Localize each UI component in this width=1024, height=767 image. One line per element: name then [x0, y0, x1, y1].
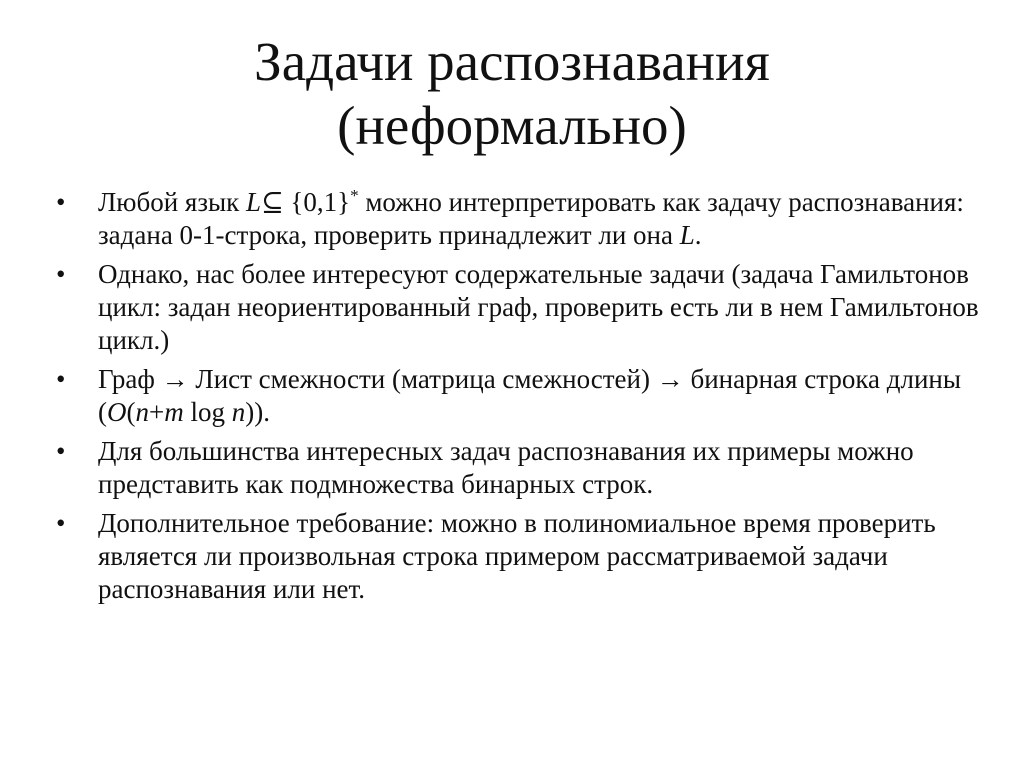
- right-arrow-icon: →: [161, 364, 189, 394]
- bullet-item-language: [56, 186, 986, 252]
- math-log: log: [183, 397, 232, 427]
- math-plus: +: [149, 397, 165, 427]
- slide-title: [0, 30, 1024, 158]
- bullet-item-instances: [56, 435, 986, 501]
- math-kleene-star: *: [350, 186, 359, 205]
- math-variable-L: L: [246, 187, 262, 217]
- bullet-text: Однако, нас более интересуют содержательные задачи (задача Гамильтонов цикл: задан неориентированный граф, проверить есть ли в нем Гамильтонов цикл.): [98, 259, 979, 355]
- math-subset-symbol: ⊆: [261, 187, 284, 217]
- bullet-text-part: бинарная строка длины (: [98, 364, 962, 427]
- bullet-item-hamiltonian: [56, 258, 986, 357]
- bullet-text-part: Граф: [98, 364, 162, 394]
- bullet-marker: •: [56, 364, 66, 394]
- bullet-text-part: можно интерпретировать как задачу распознавания: задана 0-1-строка, проверить принадлежит ли она: [98, 187, 964, 250]
- bullet-text-part: Лист смежности (матрица смежностей): [188, 364, 657, 394]
- slide-title-line-1: Задачи распознавания: [254, 31, 770, 92]
- math-variable-m: m: [164, 397, 184, 427]
- bullet-list: [56, 186, 986, 612]
- bullet-marker: •: [56, 436, 66, 466]
- bullet-item-polynomial-check: [56, 507, 986, 606]
- bullet-text-part: .: [694, 220, 702, 250]
- math-big-o: O: [107, 397, 127, 427]
- slide-title-line-2: (неформально): [337, 95, 687, 156]
- bullet-text-part: Любой язык: [98, 187, 247, 217]
- bullet-item-graph-encoding: [56, 363, 986, 429]
- math-variable-L: L: [679, 220, 695, 250]
- bullet-text-part: )).: [245, 397, 270, 427]
- math-paren: (: [126, 397, 136, 427]
- right-arrow-icon: →: [656, 364, 684, 394]
- bullet-marker: •: [56, 259, 66, 289]
- bullet-marker: •: [56, 187, 66, 217]
- bullet-text: Дополнительное требование: можно в полиномиальное время проверить является ли произвольная строка примером рассматриваемой задачи распознавания или нет.: [98, 508, 936, 604]
- bullet-text: Для большинства интересных задач распознавания их примеры можно представить как подмножества бинарных строк.: [98, 436, 914, 499]
- math-variable-n: n: [231, 397, 246, 427]
- math-set-01: {0,1}: [283, 187, 351, 217]
- math-variable-n: n: [135, 397, 149, 427]
- bullet-marker: •: [56, 508, 66, 538]
